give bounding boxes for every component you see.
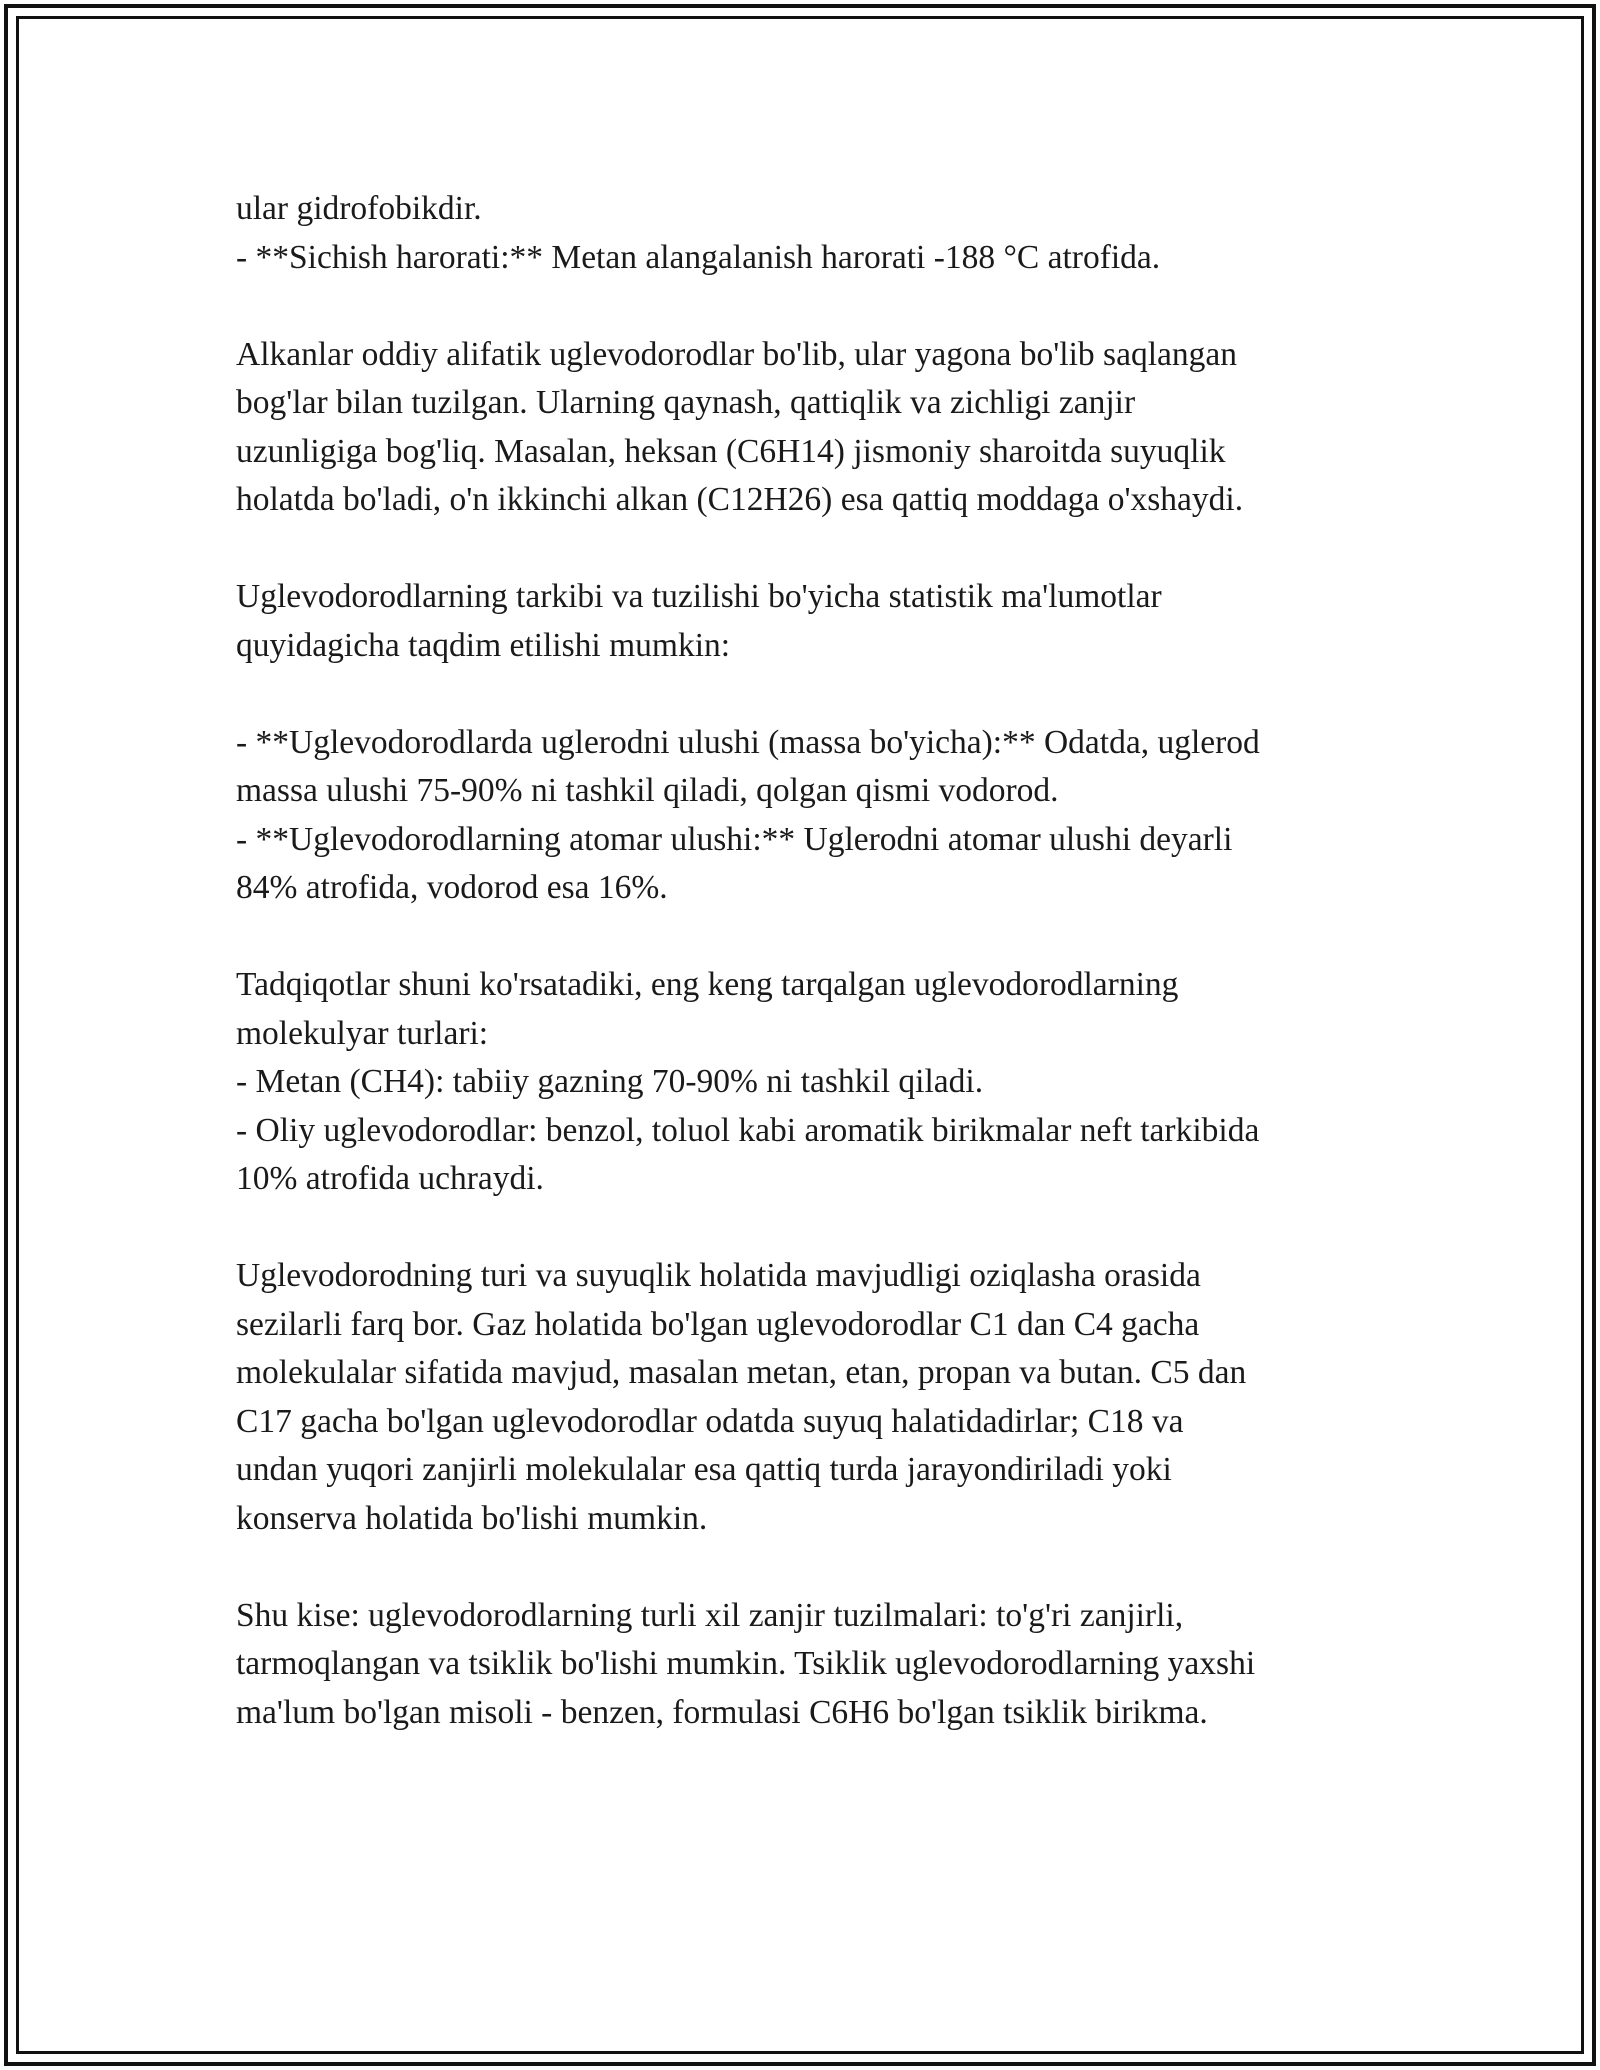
text-line: 84% atrofida, vodorod esa 16%.: [236, 869, 668, 906]
text-line: - Oliy uglevodorodlar: benzol, toluol kabi aromatik birikmalar neft tarkibida: [236, 1111, 1260, 1149]
text-line: - **Uglevodorodlarda uglerodni ulushi (massa bo'yicha):** Odatda, uglerod: [236, 723, 1260, 761]
text-line: tarmoqlangan va tsiklik bo'lishi mumkin. Tsiklik uglevodorodlarning yaxshi: [236, 1645, 1256, 1682]
text-line: Uglevodorodlarning tarkibi va tuzilishi bo'yicha statistik ma'lumotlar: [236, 578, 1162, 615]
text-line: massa ulushi 75-90% ni tashkil qiladi, qolgan qismi vodorod.: [236, 772, 1059, 809]
text-line: quyidagicha taqdim etilishi mumkin:: [236, 626, 731, 664]
text-line: C17 gacha bo'lgan uglevodorodlar odatda suyuq halatidadirlar; C18 va: [236, 1402, 1184, 1440]
paragraph-gap: [236, 282, 1376, 331]
text-line: ma'lum bo'lgan misoli - benzen, formulasi C6H6 bo'lgan tsiklik birikma.: [236, 1693, 1208, 1731]
text-line: ular gidrofobikdir.: [236, 190, 482, 227]
paragraph: [236, 1252, 1376, 1543]
paragraph: [236, 1592, 1376, 1738]
paragraph: [236, 719, 1376, 913]
text-line: konserva holatida bo'lishi mumkin.: [236, 1499, 708, 1537]
paragraph-gap: [236, 525, 1376, 574]
paragraph-gap: [236, 670, 1376, 719]
paragraph: [236, 573, 1376, 670]
paragraph-gap: [236, 1204, 1376, 1253]
paragraph-gap: [236, 913, 1376, 962]
text-line: molekulalar sifatida mavjud, masalan metan, etan, propan va butan. C5 dan: [236, 1354, 1247, 1391]
text-line: Shu kise: uglevodorodlarning turli xil zanjir tuzilmalari: to'g'ri zanjirli,: [236, 1596, 1184, 1634]
paragraph: [236, 961, 1376, 1204]
text-line: Tadqiqotlar shuni ko'rsatadiki, eng keng tarqalgan uglevodorodlarning: [236, 966, 1179, 1003]
text-line: Uglevodorodning turi va suyuqlik holatida mavjudligi oziqlasha orasida: [236, 1257, 1201, 1294]
paragraph-gap: [236, 1543, 1376, 1592]
text-line: molekulyar turlari:: [236, 1014, 489, 1052]
text-line: - **Uglevodorodlarning atomar ulushi:** Uglerodni atomar ulushi deyarli: [236, 820, 1233, 858]
text-line: Alkanlar oddiy alifatik uglevodorodlar bo'lib, ular yagona bo'lib saqlangan: [236, 335, 1237, 373]
document-body: [236, 185, 1376, 1737]
text-line: - Metan (CH4): tabiiy gazning 70-90% ni tashkil qiladi.: [236, 1063, 984, 1100]
paragraph: [236, 185, 1376, 282]
text-line: - **Sichish harorati:** Metan alangalanish harorati -188 °C atrofida.: [236, 238, 1161, 276]
text-line: holatda bo'ladi, o'n ikkinchi alkan (C12H26) esa qattiq moddaga o'xshaydi.: [236, 481, 1244, 518]
text-line: bog'lar bilan tuzilgan. Ularning qaynash, qattiqlik va zichligi zanjir: [236, 384, 1136, 421]
paragraph: [236, 331, 1376, 525]
text-line: sezilarli farq bor. Gaz holatida bo'lgan uglevodorodlar C1 dan C4 gacha: [236, 1305, 1200, 1343]
text-line: 10% atrofida uchraydi.: [236, 1160, 544, 1197]
text-line: uzunligiga bog'liq. Masalan, heksan (C6H14) jismoniy sharoitda suyuqlik: [236, 432, 1226, 470]
text-line: undan yuqori zanjirli molekulalar esa qattiq turda jarayondiriladi yoki: [236, 1451, 1172, 1488]
